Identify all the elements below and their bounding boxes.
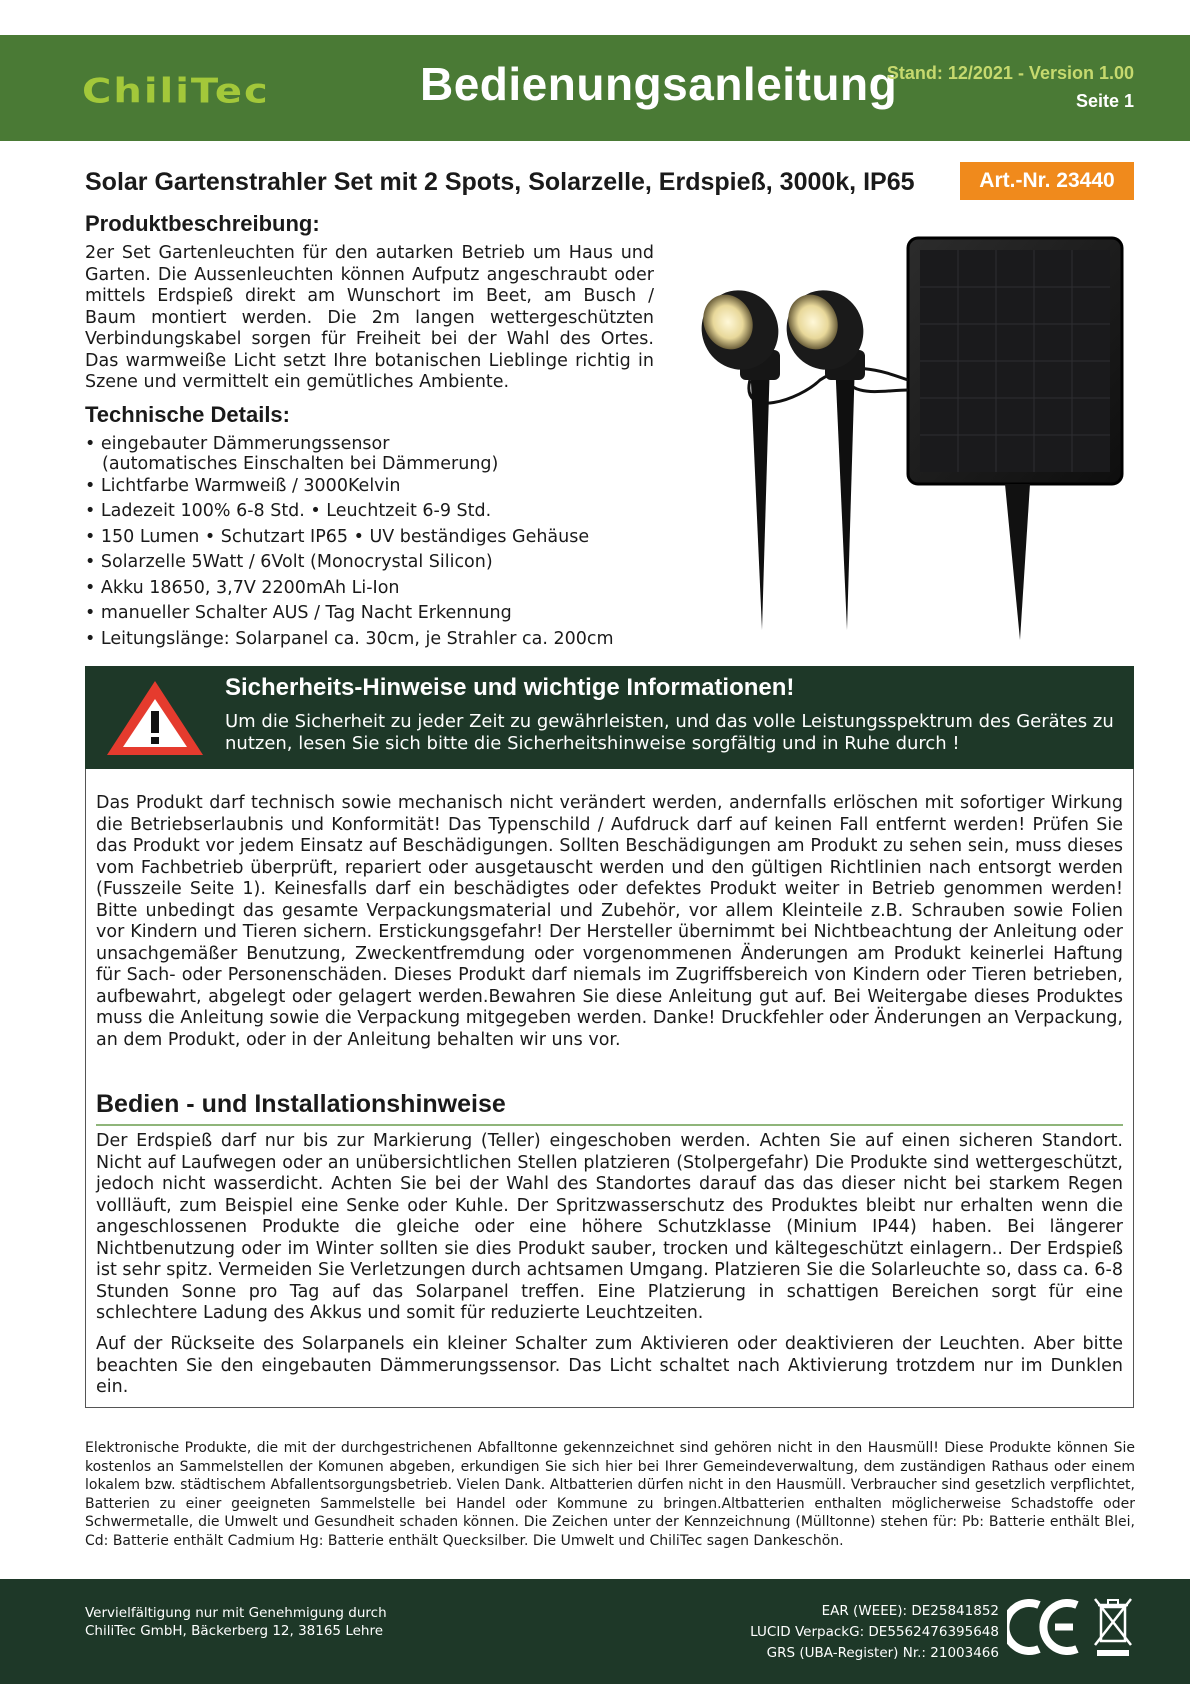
grs-number: GRS (UBA-Register) Nr.: 21003466 — [766, 1645, 999, 1661]
detail-item: • Leitungslänge: Solarpanel ca. 30cm, je Strahler ca. 200cm — [85, 628, 614, 649]
disposal-notice: Elektronische Produkte, die mit der durchgestrichenen Abfalltonne gekennzeichnet sind gehören nicht in den Hausmüll! Diese Produkte können Sie kostenlos an Sammelstellen der Komunen abgeben, erkundigen Sie sich hier bei Ihrer Gemeindeverwaltung, dem zuständigen Rathaus oder einem lokalem bzw. städtischem Abfallentsorgungsbetrieb. Vielen Dank. Altbatterien dürfen nicht in den Hausmüll. Verbraucher sind gesetzlich verpflichtet, Batterien zu einer geeigneten Sammelstelle bei Handel oder Kommune zu bringen.Altbatterien enthalten möglicherweise Schadstoffe oder Schwermetalle, die Umwelt und Gesundheit schaden können. Die Zeichen unter der Kennzeichnung (Mülltonne) stehen für: Pb: Batterie enthält Blei, Cd: Batterie enthält Cadmium Hg: Batterie enthält Quecksilber. Die Umwelt und ChiliTec sagen Dankeschön. — [85, 1440, 1135, 1549]
product-title: Solar Gartenstrahler Set mit 2 Spots, Solarzelle, Erdspieß, 3000k, IP65 — [85, 168, 915, 196]
safety-text: Das Produkt darf technisch sowie mechanisch nicht verändert werden, andernfalls erlöschen mit sofortiger Wirkung die Betriebserlaubnis und Konformität! Das Typenschild / Aufdruck darf auf keinen Fall entfernt werden! Prüfen Sie das Produkt vor jedem Einsatz auf Beschädigungen. Sollten Beschädigungen am Produkt zu sehen sein, muss dieses vom Fachbetrieb überprüft, repariert oder ausgetauscht werden und den gültigen Richtlinien nach entsorgt werden (Fusszeile Seite 1). Keinesfalls darf ein beschädigtes oder defektes Produkt weiter in Betrieb genommen werden! Bitte unbedingt das gesamte Verpackungsmaterial und Zubehör, vor allem Kleinteile z.B. Schrauben sowie Folien vor Kindern und Tieren sichern. Erstickungsgefahr! Der Hersteller übernimmt bei Nichtbeachtung der Anleitung oder unsachgemäßer Benutzung, Zweckentfremdung oder vorgenommenen Änderungen am Produkt keinerlei Haftung für Sach- oder Personenschäden. Dieses Produkt darf niemals im Zugriffsbereich von Kindern oder Tieren betrieben, aufbewahrt, abgelegt oder gelagert werden.Bewahren Sie diese Anleitung gut auf. Bei Weitergabe dieses Produktes muss die Anleitung sowie die Verpackung mitgegeben werden. Danke! Druckfehler oder Änderungen an Verpackung, an dem Produkt, oder in der Anleitung behalten wir uns vor. — [96, 793, 1123, 1050]
footer-bar — [0, 1579, 1190, 1684]
registration-numbers — [750, 1601, 999, 1664]
svg-text:ChiliTec: ChiliTec — [82, 71, 270, 111]
detail-item: • 150 Lumen • Schutzart IP65 • UV beständiges Gehäuse — [85, 526, 590, 547]
detail-item: • Solarzelle 5Watt / 6Volt (Monocrystal Silicon) — [85, 552, 493, 572]
description-heading: Produktbeschreibung: — [85, 211, 320, 236]
ce-mark-icon — [1007, 1597, 1083, 1657]
technical-details-list — [85, 432, 665, 652]
section-divider — [96, 1124, 1123, 1126]
detail-item: • Lichtfarbe Warmweiß / 3000Kelvin — [85, 475, 401, 496]
detail-item: • eingebauter Dämmerungssensor — [85, 434, 390, 454]
chilitec-logo — [82, 65, 294, 111]
safety-subtitle: Um die Sicherheit zu jeder Zeit zu gewährleisten, und das volle Leistungsspektrum des Gerätes zu nutzen, lesen Sie sich bitte die Sicherheitshinweise sorgfältig und in Ruhe durch ! — [225, 711, 1114, 754]
detail-item: • Ladezeit 100% 6-8 Std. • Leuchtzeit 6-9 Std. — [85, 501, 492, 521]
page-number: Seite 1 — [1075, 91, 1134, 111]
detail-item: (automatisches Einschalten bei Dämmerung) — [102, 453, 499, 474]
technical-heading: Technische Details: — [85, 402, 290, 427]
install-text: Der Erdspieß darf nur bis zur Markierung (Teller) eingeschoben werden. Achten Sie auf einen sicheren Standort. Nicht auf Laufwegen oder an unübersichtlichen Stellen platzieren (Stolpergefahr) Die Produkte sind wettergeschützt, jedoch nicht wasserdicht. Achten Sie bei der Wahl des Standortes darauf das das dieser nicht bei starkem Regen vollläuft, zum Beispiel eine Senke oder Kuhle. Der Spritzwasserschutz des Produktes bleibt nur erhalten wenn die angeschlossenen Produkte die gleiche oder eine höhere Schutzklasse (Minium IP44) haben. Bei längerer Nichtbenutzung oder im Winter sollten sie dies Produkt sauber, trocken und kältegeschützt einlagern.. Der Erdspieß ist sehr spitz. Vermeiden Sie Verletzungen durch achtsamen Umgang. Platzieren Sie die Solarleuchte so, dass ca. 6-8 Stunden Sonne pro Tag auf das Solarpanel treffen. Eine Platzierung in schattigen Bereichen sorgt für eine schlechtere Ladung des Akkus und somit für reduzierte Leuchtzeiten. — [96, 1131, 1123, 1323]
detail-item: • Akku 18650, 3,7V 2200mAh Li-Ion — [85, 577, 400, 598]
detail-item: • manueller Schalter AUS / Tag Nacht Erkennung — [85, 603, 512, 623]
ear-number: EAR (WEEE): DE25841852 — [821, 1603, 999, 1619]
crossed-bin-icon — [1093, 1595, 1133, 1659]
article-number-badge: Art.-Nr. 23440 — [960, 162, 1134, 200]
install-text: Auf der Rückseite des Solarpanels ein kleiner Schalter zum Aktivieren oder deaktivieren der Leuchten. Aber bitte beachten Sie den eingebauten Dämmerungssensor. Das Licht schaltet nach Aktivierung trotzdem nur im Dunklen ein. — [96, 1334, 1123, 1397]
lucid-number: LUCID VerpackG: DE5562476395648 — [750, 1624, 999, 1640]
description-text: 2er Set Gartenleuchten für den autarken Betrieb um Haus und Garten. Die Aussenleuchten können Aufputz angeschraubt oder mittels Erdspieß direkt am Wunschort im Beet, am Busch / Baum montiert werden. Die 2m langen wettergeschützten Verbindungskabel sorgen für Freiheit bei der Wahl des Ortes. Das warmweiße Licht setzt Ihre botanischen Lieblinge richtig in Szene und vermittelt ein gemütliches Ambiente. — [85, 243, 654, 392]
version-stand: Stand: 12/2021 - Version 1.00 — [886, 63, 1134, 83]
warning-triangle-icon — [103, 677, 207, 759]
install-heading: Bedien - und Installationshinweise — [96, 1090, 506, 1118]
safety-title: Sicherheits-Hinweise und wichtige Informationen! — [225, 674, 795, 701]
product-photo — [680, 230, 1140, 650]
safety-banner — [85, 666, 1134, 769]
document-title: Bedienungsanleitung — [420, 58, 898, 110]
copyright-notice — [85, 1605, 387, 1640]
header-bar — [0, 35, 1190, 141]
copyright-line: Vervielfältigung nur mit Genehmigung durch — [85, 1605, 387, 1621]
company-address: ChiliTec GmbH, Bäckerberg 12, 38165 Lehre — [85, 1622, 384, 1639]
